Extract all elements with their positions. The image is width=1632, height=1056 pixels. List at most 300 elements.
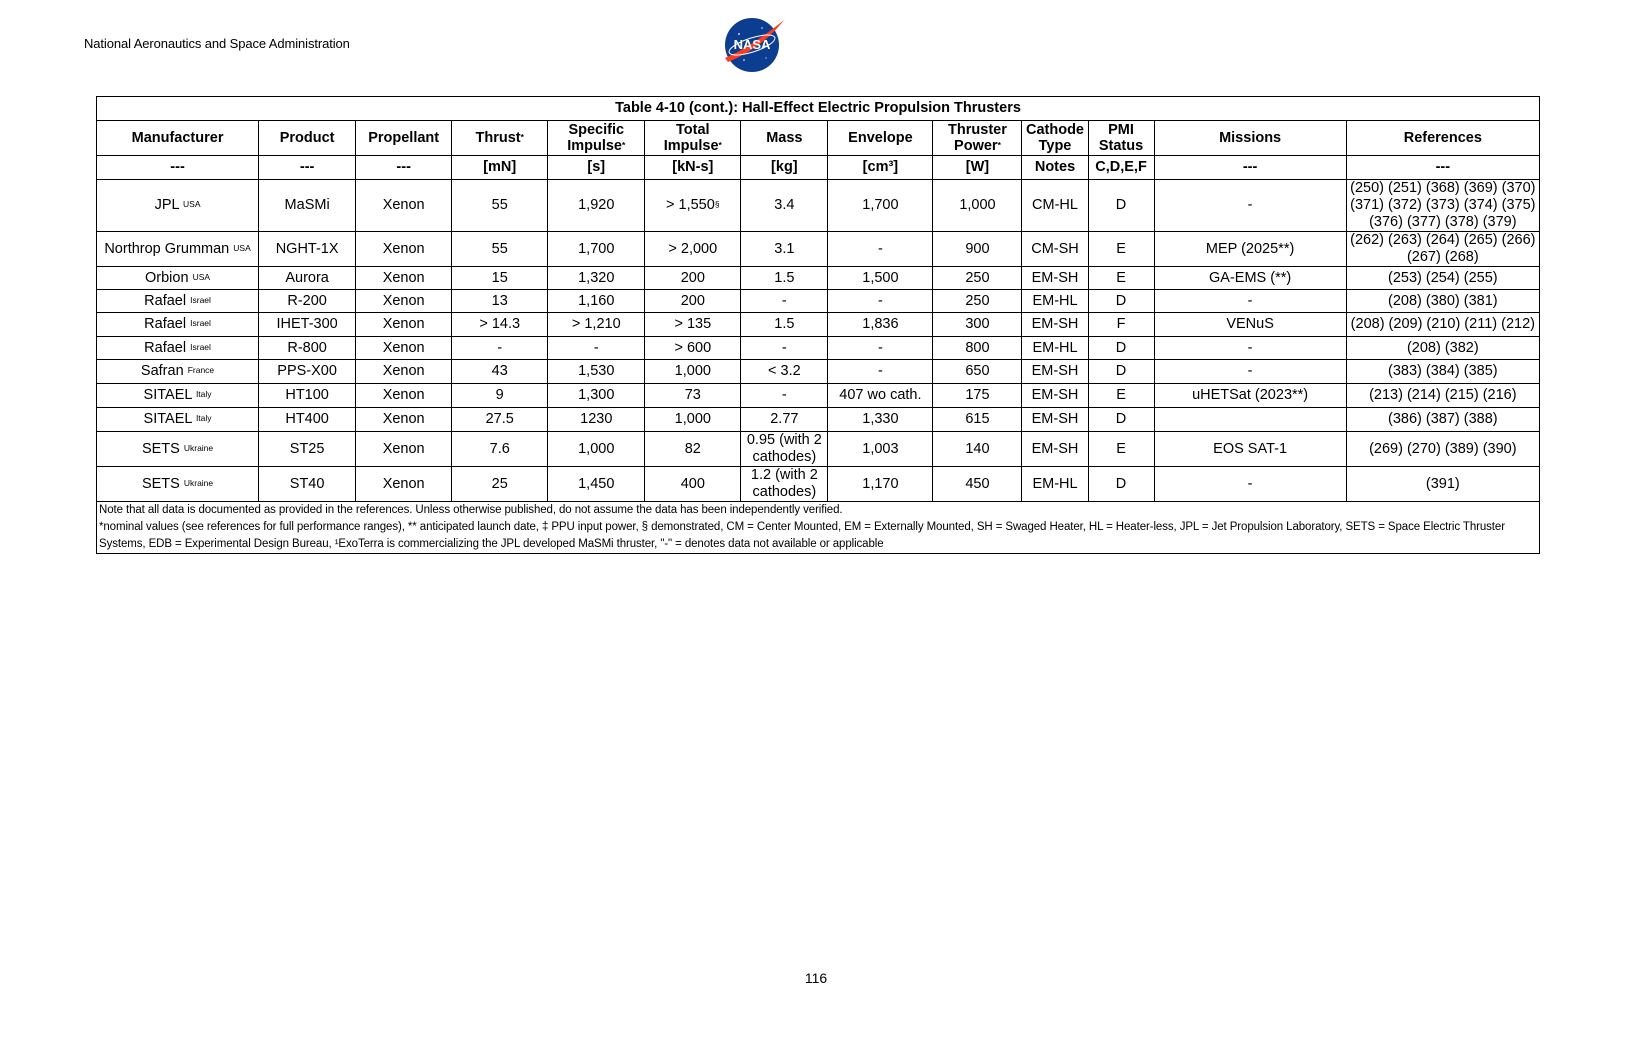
- cathode-cell: [1022, 232, 1088, 267]
- references-cell: [1346, 180, 1539, 232]
- column-header-label: Envelope: [848, 130, 913, 146]
- pmi-cell: [1088, 180, 1154, 232]
- pmi-cell: [1088, 360, 1154, 384]
- column-unit: [kg]: [741, 156, 828, 180]
- mass-cell: [741, 232, 828, 267]
- table-row: [97, 408, 1540, 432]
- propellant-value: Xenon: [382, 240, 425, 257]
- column-unit: [s]: [548, 156, 645, 180]
- missions-cell: [1154, 313, 1346, 337]
- isp-value: > 1,210: [571, 316, 621, 332]
- isp-value: 1,300: [578, 387, 615, 403]
- envelope-value: -: [877, 292, 883, 309]
- total-impulse-value: 400: [680, 475, 705, 492]
- missions-value: -: [1247, 475, 1253, 492]
- pmi-cell: [1088, 313, 1154, 337]
- power-value: 300: [965, 316, 990, 332]
- references-value: (386) (387) (388): [1388, 411, 1498, 427]
- cathode-cell: [1022, 290, 1088, 313]
- references-cell: [1346, 337, 1539, 360]
- column-header: [1346, 121, 1539, 156]
- product-cell: [259, 360, 356, 384]
- missions-value: -: [1247, 292, 1253, 309]
- column-unit: Notes: [1022, 156, 1088, 180]
- thrust-value: > 14.3: [479, 316, 521, 332]
- pmi-value: D: [1115, 411, 1127, 427]
- power-cell: [933, 232, 1022, 267]
- thrust-value: 15: [491, 269, 508, 286]
- total-impulse-cell: [645, 360, 741, 384]
- product-cell: [259, 467, 356, 502]
- manufacturer-cell: [97, 408, 259, 432]
- country-label: France: [187, 365, 215, 375]
- column-header: [97, 121, 259, 156]
- mass-cell: [741, 408, 828, 432]
- references-value: (208) (209) (210) (211) (212): [1350, 316, 1535, 332]
- manufacturer-cell: [97, 337, 259, 360]
- references-cell: [1346, 408, 1539, 432]
- total-impulse-value: 1,000: [674, 411, 711, 427]
- power-value: 800: [965, 339, 990, 356]
- mass-cell: [741, 467, 828, 502]
- mass-value: 1.2 (with 2 cathodes): [750, 467, 818, 500]
- product-cell: [259, 290, 356, 313]
- thrust-cell: [452, 432, 548, 467]
- envelope-value: 1,500: [862, 269, 899, 286]
- envelope-value: 407 wo cath.: [839, 387, 922, 403]
- column-header: [828, 121, 933, 156]
- references-cell: [1346, 384, 1539, 408]
- references-cell: [1346, 290, 1539, 313]
- pmi-value: D: [1115, 363, 1127, 379]
- pmi-value: E: [1116, 240, 1126, 257]
- column-unit: C,D,E,F: [1088, 156, 1154, 180]
- thrust-value: 43: [491, 363, 508, 379]
- envelope-cell: [828, 290, 933, 313]
- column-header-footnote: *: [718, 140, 722, 150]
- isp-cell: [548, 360, 645, 384]
- missions-cell: [1154, 232, 1346, 267]
- product-cell: [259, 384, 356, 408]
- column-header-label: Thrust: [475, 130, 521, 146]
- product-value: IHET-300: [276, 316, 338, 332]
- column-header-label: Manufacturer: [131, 130, 224, 146]
- envelope-value: 1,836: [862, 316, 899, 332]
- cathode-value: EM-SH: [1031, 387, 1079, 403]
- product-value: R-800: [287, 339, 327, 356]
- cathode-cell: [1022, 467, 1088, 502]
- product-cell: [259, 180, 356, 232]
- hall-thrusters-table: [96, 96, 1540, 554]
- total-impulse-cell: [645, 432, 741, 467]
- pmi-cell: [1088, 337, 1154, 360]
- mass-cell: [741, 360, 828, 384]
- thrust-value: 13: [491, 292, 508, 309]
- column-header: [548, 121, 645, 156]
- table-row: [97, 384, 1540, 408]
- column-header-footnote: *: [622, 140, 626, 150]
- pmi-value: E: [1116, 387, 1126, 403]
- total-impulse-cell: [645, 180, 741, 232]
- product-cell: [259, 337, 356, 360]
- power-value: 615: [965, 411, 990, 427]
- mass-value: 0.95 (with 2 cathodes): [746, 432, 822, 465]
- nasa-logo-icon: [722, 14, 786, 74]
- total-impulse-cell: [645, 267, 741, 290]
- power-value: 450: [965, 475, 990, 492]
- manufacturer-cell: [97, 313, 259, 337]
- power-cell: [933, 408, 1022, 432]
- product-value: ST40: [289, 475, 325, 492]
- column-header-label: Mass: [766, 130, 803, 146]
- thrust-cell: [452, 467, 548, 502]
- total-impulse-value: 73: [684, 387, 701, 403]
- product-value: NGHT-1X: [275, 240, 339, 257]
- column-unit: ---: [356, 156, 452, 180]
- mass-cell: [741, 290, 828, 313]
- cathode-value: EM-SH: [1031, 269, 1079, 286]
- column-header-label: PMI Status: [1098, 122, 1144, 154]
- propellant-value: Xenon: [382, 363, 425, 379]
- power-value: 175: [965, 387, 990, 403]
- manufacturer-name: Northrop Grumman: [104, 240, 230, 257]
- mass-value: 2.77: [770, 411, 799, 427]
- thrust-value: 27.5: [485, 411, 514, 427]
- envelope-value: 1,003: [862, 440, 899, 457]
- power-value: 900: [965, 240, 990, 257]
- manufacturer-cell: [97, 432, 259, 467]
- cathode-cell: [1022, 432, 1088, 467]
- table-row: [97, 337, 1540, 360]
- total-impulse-cell: [645, 232, 741, 267]
- isp-value: 1230: [580, 411, 613, 427]
- isp-cell: [548, 232, 645, 267]
- references-cell: [1346, 267, 1539, 290]
- pmi-value: E: [1116, 269, 1126, 286]
- total-impulse-cell: [645, 467, 741, 502]
- manufacturer-cell: [97, 290, 259, 313]
- missions-cell: [1154, 384, 1346, 408]
- product-cell: [259, 313, 356, 337]
- column-header: [933, 121, 1022, 156]
- power-cell: [933, 467, 1022, 502]
- pmi-value: D: [1115, 292, 1127, 309]
- column-header-footnote: *: [520, 132, 524, 142]
- total-impulse-value: > 135: [674, 316, 712, 332]
- product-value: PPS-X00: [277, 363, 337, 379]
- mass-value: 1.5: [774, 269, 795, 286]
- cathode-value: EM-HL: [1032, 475, 1078, 492]
- cathode-value: EM-HL: [1032, 339, 1078, 356]
- envelope-cell: [828, 267, 933, 290]
- total-impulse-cell: [645, 408, 741, 432]
- column-unit: [kN-s]: [645, 156, 741, 180]
- mass-value: < 3.2: [768, 363, 801, 379]
- isp-cell: [548, 432, 645, 467]
- envelope-value: 1,170: [862, 475, 899, 492]
- column-header-label: Missions: [1219, 130, 1282, 146]
- country-label: Italy: [195, 389, 212, 399]
- mass-cell: [741, 267, 828, 290]
- missions-value: GA-EMS (**): [1209, 269, 1292, 286]
- total-impulse-value: > 2,000: [668, 240, 718, 257]
- column-header-label: Thruster Power: [948, 122, 1007, 154]
- isp-value: 1,920: [578, 197, 615, 213]
- propellant-value: Xenon: [382, 339, 425, 356]
- table-row: [97, 313, 1540, 337]
- manufacturer-cell: [97, 384, 259, 408]
- power-value: 250: [965, 269, 990, 286]
- missions-cell: [1154, 290, 1346, 313]
- thrust-value: 9: [495, 387, 504, 403]
- envelope-cell: [828, 432, 933, 467]
- cathode-cell: [1022, 384, 1088, 408]
- envelope-cell: [828, 313, 933, 337]
- missions-cell: [1154, 432, 1346, 467]
- cathode-value: CM-SH: [1031, 240, 1079, 257]
- manufacturer-name: Orbion: [145, 269, 189, 286]
- power-value: 140: [965, 440, 990, 457]
- manufacturer-name: Rafael: [144, 316, 187, 332]
- propulsion-table-container: [96, 96, 1540, 554]
- manufacturer-name: JPL: [154, 197, 180, 213]
- missions-cell: [1154, 467, 1346, 502]
- product-cell: [259, 267, 356, 290]
- thrust-value: 55: [491, 197, 508, 213]
- thrust-cell: [452, 180, 548, 232]
- thrust-cell: [452, 360, 548, 384]
- country-label: USA: [192, 271, 211, 282]
- mass-value: -: [781, 292, 787, 309]
- propellant-cell: [356, 432, 452, 467]
- references-cell: [1346, 313, 1539, 337]
- total-impulse-value: 1,000: [674, 363, 711, 379]
- references-cell: [1346, 232, 1539, 267]
- power-cell: [933, 432, 1022, 467]
- table-row: [97, 232, 1540, 267]
- references-value: (208) (380) (381): [1388, 292, 1498, 309]
- total-impulse-value: > 600: [674, 339, 712, 356]
- isp-value: 1,320: [578, 269, 615, 286]
- thrust-cell: [452, 408, 548, 432]
- column-unit: [W]: [933, 156, 1022, 180]
- manufacturer-name: Rafael: [144, 292, 187, 309]
- thrust-value: 25: [491, 475, 508, 492]
- manufacturer-name: SITAEL: [143, 411, 192, 427]
- isp-value: 1,160: [578, 292, 615, 309]
- missions-cell: [1154, 408, 1346, 432]
- envelope-cell: [828, 384, 933, 408]
- missions-value: VENuS: [1226, 316, 1274, 332]
- propellant-cell: [356, 232, 452, 267]
- country-label: Israel: [190, 318, 211, 328]
- country-label: Israel: [190, 341, 211, 352]
- envelope-cell: [828, 467, 933, 502]
- mass-value: -: [781, 387, 787, 403]
- power-cell: [933, 267, 1022, 290]
- envelope-value: -: [877, 363, 883, 379]
- product-cell: [259, 408, 356, 432]
- isp-cell: [548, 180, 645, 232]
- propellant-value: Xenon: [382, 475, 425, 492]
- column-header-label: Cathode Type: [1026, 122, 1084, 154]
- power-value: 650: [965, 363, 990, 379]
- column-unit: [cm³]: [828, 156, 933, 180]
- column-header-label: Total Impulse: [663, 122, 719, 154]
- product-value: ST25: [289, 440, 325, 457]
- cathode-cell: [1022, 313, 1088, 337]
- thrust-cell: [452, 313, 548, 337]
- envelope-value: 1,700: [862, 197, 899, 213]
- footnote-mark: §: [714, 199, 720, 209]
- references-value: (208) (382): [1406, 339, 1479, 356]
- isp-cell: [548, 337, 645, 360]
- country-label: Ukraine: [183, 477, 214, 488]
- missions-cell: [1154, 180, 1346, 232]
- power-value: 250: [965, 292, 990, 309]
- mass-cell: [741, 313, 828, 337]
- mass-cell: [741, 337, 828, 360]
- envelope-cell: [828, 408, 933, 432]
- agency-name: National Aeronautics and Space Administration: [84, 36, 350, 51]
- pmi-value: D: [1115, 339, 1127, 356]
- total-impulse-cell: [645, 290, 741, 313]
- page-number: 116: [804, 970, 828, 986]
- total-impulse-cell: [645, 384, 741, 408]
- product-value: HT100: [285, 387, 329, 403]
- manufacturer-name: SETS: [141, 440, 180, 457]
- cathode-cell: [1022, 360, 1088, 384]
- column-header: [356, 121, 452, 156]
- isp-cell: [548, 290, 645, 313]
- propellant-cell: [356, 360, 452, 384]
- propellant-value: Xenon: [382, 411, 425, 427]
- isp-value: 1,700: [578, 240, 615, 257]
- thrust-cell: [452, 384, 548, 408]
- column-unit: ---: [259, 156, 356, 180]
- references-value: (269) (270) (389) (390): [1369, 440, 1517, 457]
- pmi-cell: [1088, 290, 1154, 313]
- mass-cell: [741, 180, 828, 232]
- table-row: [97, 360, 1540, 384]
- pmi-cell: [1088, 384, 1154, 408]
- cathode-value: EM-SH: [1031, 316, 1079, 332]
- total-impulse-value: 82: [684, 440, 701, 457]
- manufacturer-cell: [97, 180, 259, 232]
- missions-cell: [1154, 337, 1346, 360]
- column-header-label: Specific Impulse: [567, 122, 625, 154]
- manufacturer-cell: [97, 360, 259, 384]
- svg-text:NASA: NASA: [733, 37, 771, 52]
- references-cell: [1346, 467, 1539, 502]
- envelope-value: -: [877, 339, 883, 356]
- mass-value: 1.5: [774, 316, 795, 332]
- column-unit: ---: [97, 156, 259, 180]
- pmi-value: D: [1115, 197, 1127, 213]
- propellant-cell: [356, 267, 452, 290]
- cathode-cell: [1022, 408, 1088, 432]
- cathode-cell: [1022, 180, 1088, 232]
- country-label: USA: [183, 199, 201, 209]
- country-label: Israel: [190, 294, 211, 305]
- references-value: (213) (214) (215) (216): [1369, 387, 1517, 403]
- power-value: 1,000: [959, 197, 996, 213]
- power-cell: [933, 290, 1022, 313]
- column-unit: ---: [1154, 156, 1346, 180]
- product-cell: [259, 232, 356, 267]
- mass-cell: [741, 384, 828, 408]
- column-unit: [mN]: [452, 156, 548, 180]
- cathode-value: EM-HL: [1032, 292, 1078, 309]
- isp-value: 1,000: [578, 440, 615, 457]
- manufacturer-name: Rafael: [144, 339, 187, 356]
- power-cell: [933, 313, 1022, 337]
- mass-value: 3.1: [774, 240, 795, 257]
- missions-value: uHETSat (2023**): [1192, 387, 1309, 403]
- propellant-cell: [356, 467, 452, 502]
- envelope-value: -: [877, 240, 883, 257]
- pmi-value: D: [1115, 475, 1127, 492]
- total-impulse-value: > 1,550: [666, 197, 715, 213]
- table-row: [97, 467, 1540, 502]
- column-header-label: Product: [279, 130, 335, 146]
- power-cell: [933, 337, 1022, 360]
- missions-value: -: [1247, 363, 1253, 379]
- column-header: [741, 121, 828, 156]
- thrust-cell: [452, 290, 548, 313]
- total-impulse-value: 200: [680, 269, 705, 286]
- propellant-value: Xenon: [382, 197, 425, 213]
- mass-value: -: [781, 339, 787, 356]
- note-line: Note that all data is documented as provided in the references. Unless otherwise published, do not assume the data has been independently verified.: [99, 504, 843, 516]
- thrust-cell: [452, 267, 548, 290]
- product-value: R-200: [287, 292, 327, 309]
- cathode-cell: [1022, 337, 1088, 360]
- propellant-cell: [356, 313, 452, 337]
- isp-cell: [548, 267, 645, 290]
- column-header-label: Propellant: [368, 130, 440, 146]
- missions-cell: [1154, 267, 1346, 290]
- column-header-label: References: [1403, 130, 1482, 146]
- total-impulse-cell: [645, 337, 741, 360]
- column-header: [452, 121, 548, 156]
- note-line: *nominal values (see references for full performance ranges), ** anticipated launch date, ‡ PPU input power, § demonstrated, CM = Center Mounted, EM = Externally Mounted, SH = Swaged Heater, HL = Heater-less, JPL = Jet Propulsion Laboratory, SETS = Space Electric Thruster Systems, EDB = Experimental Design Bureau, ¹ExoTerra is commercializing the JPL developed MaSMi thruster, "-" = denotes data not available or applicable: [99, 521, 1505, 550]
- table-title: Table 4-10 (cont.): Hall-Effect Electric Propulsion Thrusters: [97, 97, 1540, 121]
- isp-value: -: [593, 339, 599, 356]
- references-cell: [1346, 432, 1539, 467]
- power-cell: [933, 384, 1022, 408]
- propellant-value: Xenon: [382, 269, 425, 286]
- pmi-cell: [1088, 232, 1154, 267]
- missions-cell: [1154, 360, 1346, 384]
- propellant-cell: [356, 180, 452, 232]
- isp-value: 1,530: [578, 363, 615, 379]
- cathode-value: EM-SH: [1031, 440, 1079, 457]
- pmi-value: E: [1116, 440, 1126, 457]
- references-value: (253) (254) (255): [1388, 269, 1498, 286]
- propellant-value: Xenon: [382, 292, 425, 309]
- country-label: Italy: [195, 413, 212, 423]
- product-value: HT400: [285, 411, 329, 427]
- envelope-cell: [828, 337, 933, 360]
- thrust-value: -: [497, 339, 503, 356]
- country-label: Ukraine: [183, 442, 214, 453]
- thrust-cell: [452, 232, 548, 267]
- manufacturer-name: Safran: [140, 363, 184, 379]
- column-unit: ---: [1346, 156, 1539, 180]
- cathode-value: EM-SH: [1031, 411, 1079, 427]
- isp-cell: [548, 467, 645, 502]
